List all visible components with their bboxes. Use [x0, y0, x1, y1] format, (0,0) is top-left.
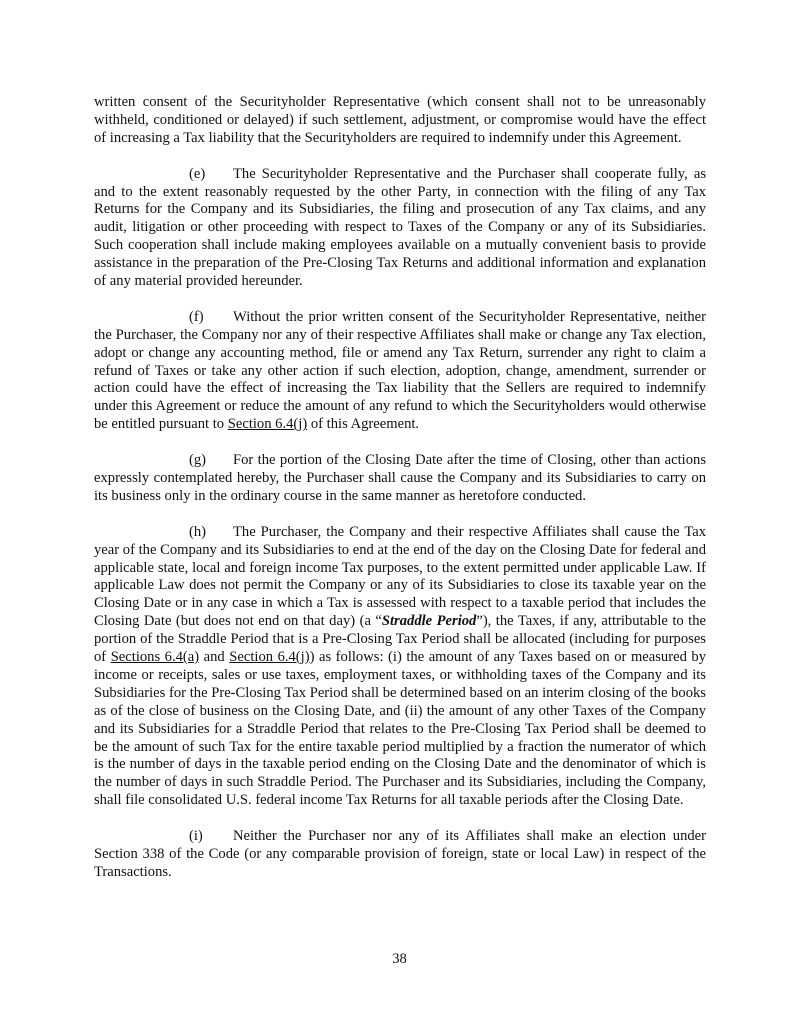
paragraph-e-text: The Securityholder Representative and the Purchaser shall cooperate fully, as and to the extent reasonably requested by the other Party, in connection with the filing of any Tax Returns for the Company and its Subsidiaries, the filing and prosecution of any Tax claims, and any audit, litigation or other proceeding with respect to Taxes of the Company or any of its Subsidiaries. Such cooperation shall include making employees available on a mutually convenient basis to provide assistance in the preparation of the Pre-Closing Tax Returns and additional information and explanation of any material provided hereunder.	[94, 165, 706, 290]
paragraph-h-text-1: The Purchaser, the Company and their respective Affiliates shall cause the Tax year of the Company and its Subsidiaries to end at the end of the day on the Closing Date for federal and applicable state, local and foreign income Tax purposes, to the extent permitted under applicable Law. If applicable Law does not permit the Company or any of its Subsidiaries to close its taxable year on the Closing Date or in any case in which a Tax is assessed with respect to a taxable period that includes the Closing Date (but does not end on that day) (a “	[94, 523, 706, 630]
paragraph-e-marker: (e)	[189, 165, 206, 182]
defined-term: Straddle Period	[381, 613, 477, 630]
section-reference-link[interactable]: Section 6.4(j)	[229, 649, 310, 666]
section-reference-link[interactable]: Section 6.4(j)	[227, 416, 308, 433]
paragraph-intro	[94, 94, 706, 148]
paragraph-i	[94, 828, 706, 882]
paragraph-g-text: For the portion of the Closing Date after the time of Closing, other than actions expressly contemplated hereby, the Purchaser shall cause the Company and its Subsidiaries to carry on its business only in the ordinary course in the same manner as heretofore conducted.	[94, 452, 706, 504]
paragraph-f-text-end: of this Agreement.	[307, 416, 420, 433]
paragraph-intro-text: written consent of the Securityholder Representative (which consent shall not to be unreasonably withheld, conditioned or delayed) if such settlement, adjustment, or compromise would have the effect of increasing a Tax liability that the Securityholders are required to indemnify under this Agreement.	[94, 94, 706, 146]
paragraph-h-text-3: and	[199, 649, 230, 666]
paragraph-f-marker: (f)	[189, 308, 204, 325]
page-number: 38	[392, 951, 407, 967]
paragraph-i-text: Neither the Purchaser nor any of its Affiliates shall make an election under Section 338 of the Code (or any comparable provision of foreign, state or local Law) in respect of the Transactions.	[94, 828, 706, 880]
paragraph-h-text-2: ”), the Taxes, if any, attributable to the portion of the Straddle Period that is a Pre-Closing Tax Period shall be allocated (including for purposes of	[94, 613, 706, 666]
section-reference-link[interactable]: Sections 6.4(a)	[110, 649, 200, 666]
document-page	[94, 94, 706, 900]
paragraph-g-marker: (g)	[189, 452, 207, 469]
paragraph-h-text-4: ) as follows: (i) the amount of any Taxes based on or measured by income or receipts, sales or use taxes, employment taxes, or withholding taxes of the Company and its Subsidiaries for the Pre-Closing Tax Period shall be determined based on an interim closing of the books as of the close of business on the Closing Date, and (ii) the amount of any other Taxes of the Company and its Subsidiaries for a Straddle Period that relates to the Pre-Closing Tax Period shall be deemed to be the amount of such Tax for the entire taxable period multiplied by a fraction the numerator of which is the number of days in the taxable period ending on the Closing Date and the denominator of which is the number of days in such Straddle Period. The Purchaser and its Subsidiaries, including the Company, shall file consolidated U.S. federal income Tax Returns for all taxable periods after the Closing Date.	[94, 649, 706, 809]
paragraph-i-marker: (i)	[189, 828, 203, 845]
paragraph-g	[94, 452, 706, 506]
paragraph-f	[94, 309, 706, 434]
paragraph-h	[94, 524, 706, 811]
paragraph-e	[94, 166, 706, 291]
paragraph-f-text: Without the prior written consent of the Securityholder Representative, neither the Purchaser, the Company nor any of their respective Affiliates shall make or change any Tax election, adopt or change any accounting method, file or amend any Tax Return, surrender any right to claim a refund of Taxes or take any other action if such election, adoption, change, amendment, surrender or action could have the effect of increasing the Tax liability that the Sellers are required to indemnify under this Agreement or reduce the amount of any refund to which the Securityholders would otherwise be entitled pursuant to	[94, 308, 706, 433]
paragraph-h-marker: (h)	[189, 523, 207, 540]
